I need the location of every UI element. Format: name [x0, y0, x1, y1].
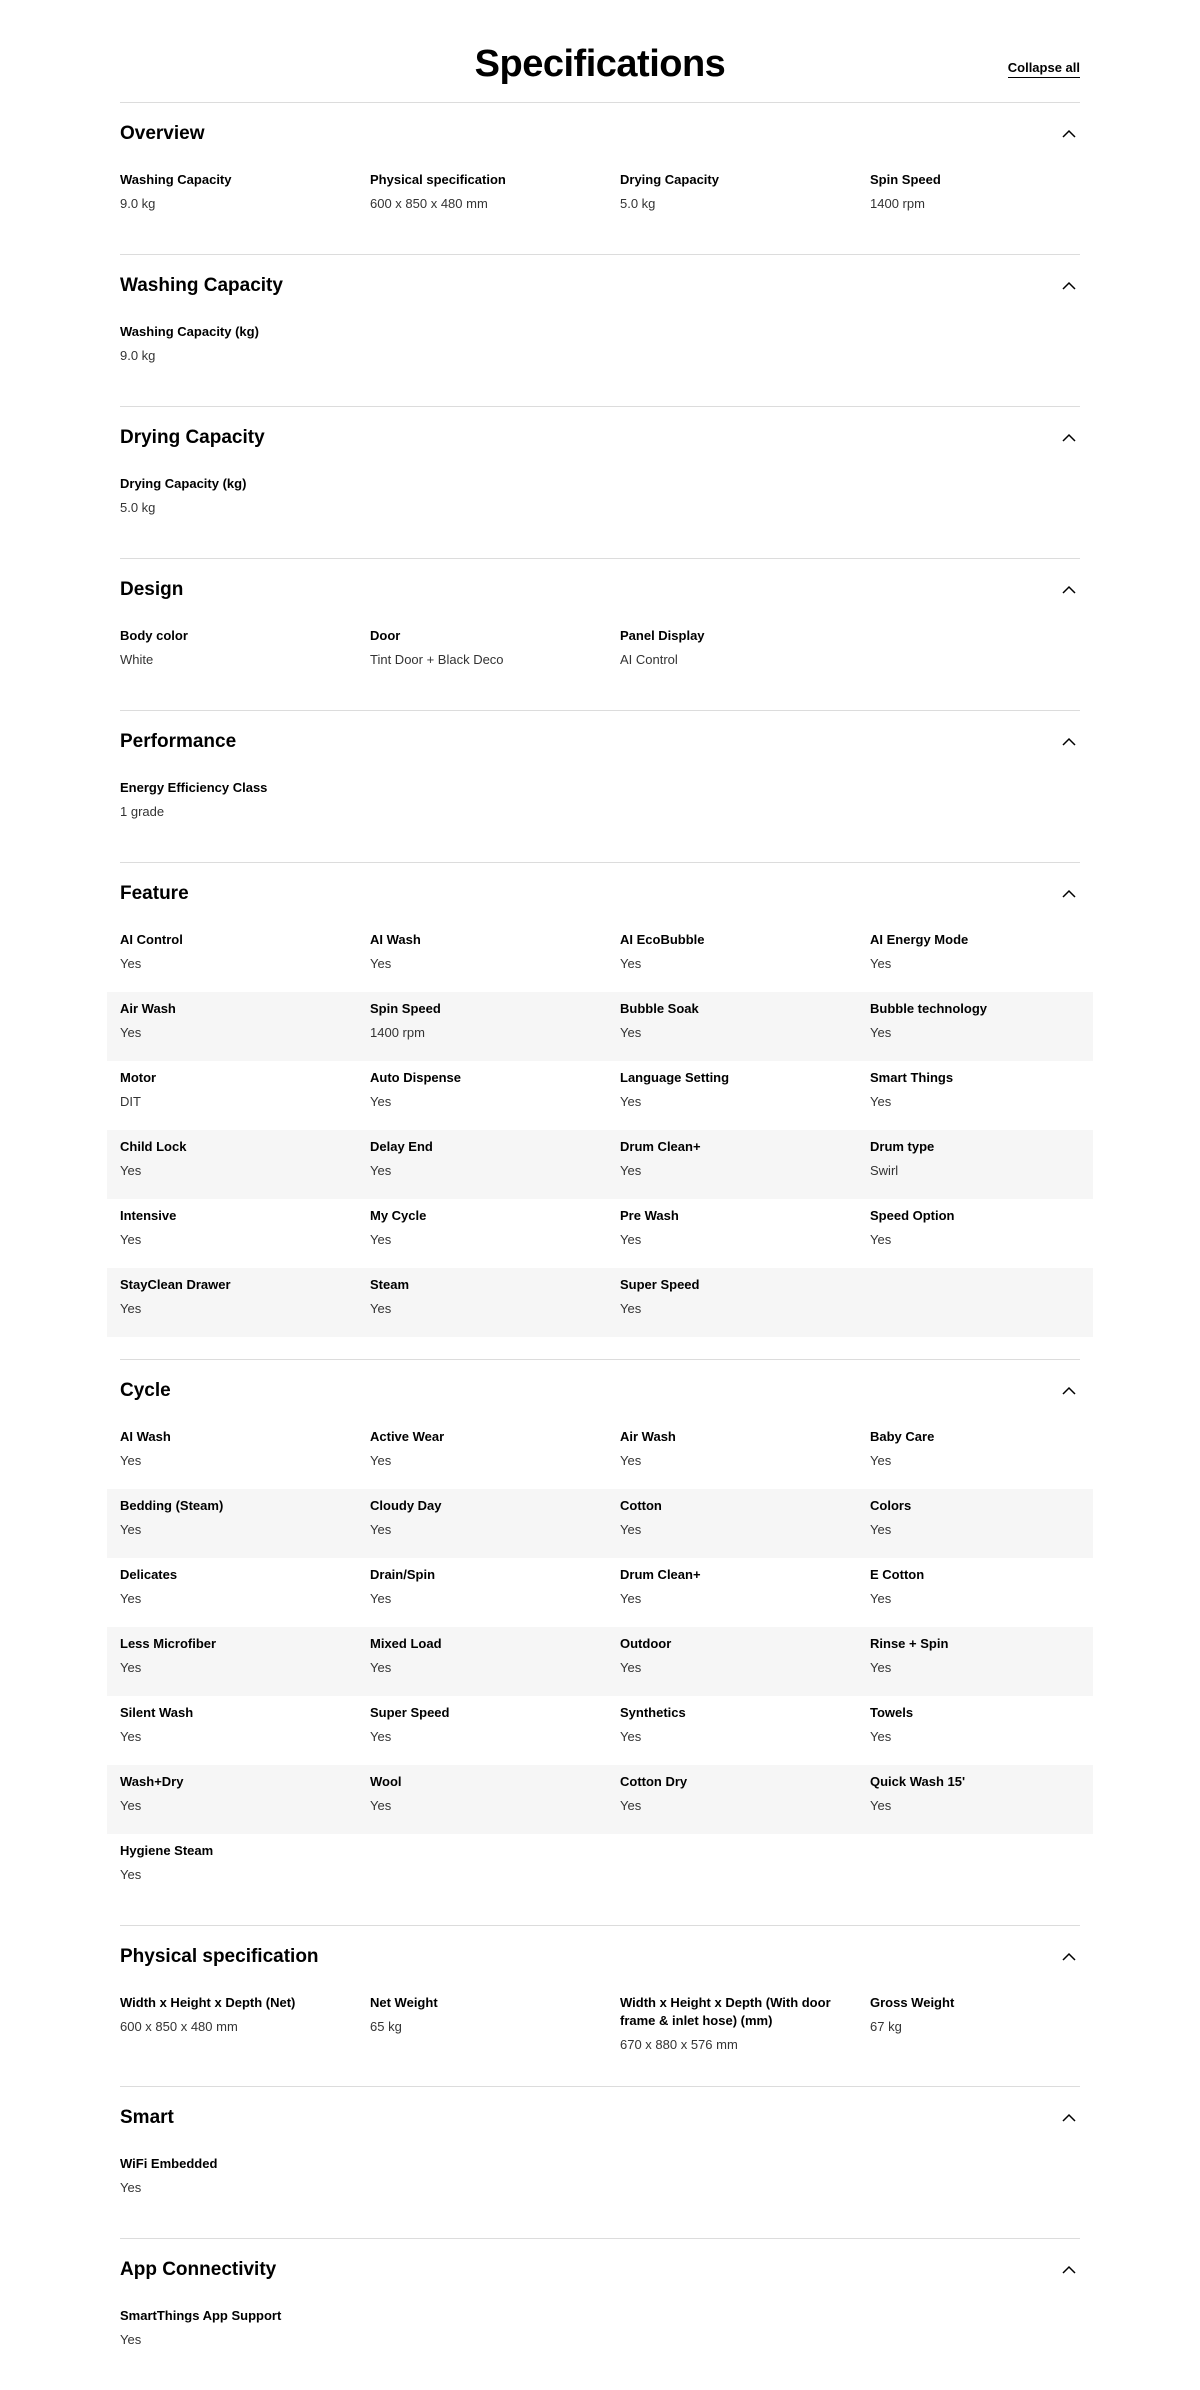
spec-item — [870, 1207, 1080, 1258]
spec-row — [107, 1268, 1093, 1337]
spec-row — [120, 1558, 1080, 1627]
spec-name: Steam — [370, 1277, 410, 1292]
spec-value: 1400 rpm — [870, 196, 925, 211]
spec-item — [120, 1207, 370, 1258]
spec-name: Child Lock — [120, 1139, 187, 1154]
spec-value: 600 x 850 x 480 mm — [120, 2019, 238, 2034]
spec-value: Yes — [620, 1798, 642, 1813]
spec-item — [120, 1138, 370, 1189]
spec-name: Drying Capacity — [620, 172, 719, 187]
spec-item — [120, 627, 370, 678]
spec-item — [870, 931, 1080, 982]
spec-item — [120, 1635, 370, 1686]
section-header[interactable] — [120, 711, 1080, 771]
spec-item — [870, 1566, 1080, 1617]
spec-name: Motor — [120, 1070, 157, 1085]
spec-name: AI Energy Mode — [870, 932, 969, 947]
spec-section — [120, 102, 1080, 254]
spec-sections — [120, 102, 1080, 2390]
spec-name: Outdoor — [620, 1636, 672, 1651]
spec-value: Yes — [120, 2332, 142, 2347]
spec-row — [120, 619, 1080, 688]
spec-name: Hygiene Steam — [120, 1843, 214, 1858]
spec-row — [120, 1696, 1080, 1765]
spec-name: Air Wash — [120, 1001, 176, 1016]
spec-value: Yes — [620, 1094, 642, 1109]
spec-item — [870, 1497, 1080, 1548]
spec-section — [120, 710, 1080, 862]
spec-name: Super Speed — [370, 1705, 450, 1720]
spec-item — [120, 1000, 370, 1051]
spec-name: Wool — [370, 1774, 402, 1789]
spec-section — [120, 558, 1080, 710]
spec-value: Yes — [870, 1094, 892, 1109]
spec-value: Yes — [370, 1798, 392, 1813]
spec-row — [120, 2299, 1080, 2368]
spec-item — [620, 1773, 870, 1824]
spec-row — [107, 1130, 1093, 1199]
spec-value: Yes — [120, 956, 142, 971]
spec-name: Width x Height x Depth (With door frame & inlet hose) (mm) — [620, 1995, 831, 2028]
spec-item — [620, 1428, 870, 1479]
spec-name: SmartThings App Support — [120, 2308, 282, 2323]
spec-name: Gross Weight — [870, 1995, 955, 2010]
spec-value: Yes — [120, 1301, 142, 1316]
spec-value: Yes — [370, 1729, 392, 1744]
section-title: Physical specification — [120, 1946, 319, 1967]
spec-name: Energy Efficiency Class — [120, 780, 268, 795]
spec-name: Language Setting — [620, 1070, 730, 1085]
spec-value: Yes — [120, 1232, 142, 1247]
spec-value: Yes — [120, 1729, 142, 1744]
spec-item — [120, 1497, 370, 1548]
spec-row — [120, 467, 1080, 536]
spec-value: Yes — [370, 1232, 392, 1247]
spec-name: Intensive — [120, 1208, 177, 1223]
section-title: Overview — [120, 123, 205, 144]
spec-item — [870, 1138, 1080, 1189]
spec-value: Swirl — [870, 1163, 899, 1178]
spec-name: Width x Height x Depth (Net) — [120, 1995, 296, 2010]
section-body — [120, 923, 1080, 1359]
spec-name: Cotton — [620, 1498, 662, 1513]
spec-row — [120, 771, 1080, 840]
section-body — [120, 1420, 1080, 1925]
section-header[interactable] — [120, 1360, 1080, 1420]
spec-value: Yes — [120, 1163, 142, 1178]
spec-item — [620, 1276, 870, 1327]
spec-name: Drain/Spin — [370, 1567, 436, 1582]
spec-item — [870, 1428, 1080, 1479]
spec-item — [620, 1207, 870, 1258]
spec-value: Yes — [870, 1660, 892, 1675]
spec-name: Cotton Dry — [620, 1774, 688, 1789]
spec-name: Smart Things — [870, 1070, 954, 1085]
spec-item — [370, 627, 620, 678]
spec-name: AI EcoBubble — [620, 932, 705, 947]
spec-item — [620, 1138, 870, 1189]
spec-item — [120, 1069, 370, 1120]
spec-item — [120, 931, 370, 982]
spec-value: Yes — [120, 1798, 142, 1813]
spec-row — [120, 1834, 1080, 1903]
spec-name: Panel Display — [620, 628, 705, 643]
spec-section — [120, 862, 1080, 1359]
spec-value: Yes — [370, 1660, 392, 1675]
section-title: Drying Capacity — [120, 427, 265, 448]
section-body — [120, 467, 1080, 558]
spec-value: 9.0 kg — [120, 348, 156, 363]
spec-name: Quick Wash 15' — [870, 1774, 966, 1789]
collapse-all-button[interactable]: Collapse all — [1008, 60, 1080, 78]
spec-value: Yes — [370, 1453, 392, 1468]
spec-item — [870, 1635, 1080, 1686]
chevron-up-icon[interactable] — [1058, 123, 1080, 145]
chevron-up-icon[interactable] — [1058, 427, 1080, 449]
spec-name: Drying Capacity (kg) — [120, 476, 247, 491]
spec-row — [120, 923, 1080, 992]
spec-value: Yes — [620, 1522, 642, 1537]
section-header[interactable] — [120, 2087, 1080, 2147]
spec-item — [370, 1497, 620, 1548]
chevron-up-icon[interactable] — [1058, 2107, 1080, 2129]
spec-name: Mixed Load — [370, 1636, 442, 1651]
spec-name: Washing Capacity (kg) — [120, 324, 259, 339]
spec-name: Body color — [120, 628, 188, 643]
spec-value: Yes — [870, 1798, 892, 1813]
spec-value: Yes — [120, 2180, 142, 2195]
section-title: Cycle — [120, 1380, 171, 1401]
spec-name: Spin Speed — [870, 172, 941, 187]
spec-section — [120, 406, 1080, 558]
spec-item — [870, 1994, 1080, 2054]
spec-item — [370, 1428, 620, 1479]
spec-value: Yes — [870, 956, 892, 971]
section-header[interactable] — [120, 559, 1080, 619]
section-header[interactable] — [120, 407, 1080, 467]
section-body — [120, 163, 1080, 254]
spec-value: Yes — [870, 1522, 892, 1537]
spec-name: Net Weight — [370, 1995, 438, 2010]
spec-item — [120, 475, 370, 526]
spec-value: Yes — [620, 1232, 642, 1247]
spec-name: Speed Option — [870, 1208, 955, 1223]
spec-name: WiFi Embedded — [120, 2156, 218, 2171]
section-title: Washing Capacity — [120, 275, 283, 296]
spec-value: Yes — [120, 1522, 142, 1537]
spec-item — [120, 171, 370, 222]
spec-item — [370, 931, 620, 982]
spec-row — [120, 163, 1080, 232]
spec-name: Less Microfiber — [120, 1636, 217, 1651]
section-header[interactable] — [120, 863, 1080, 923]
section-body — [120, 771, 1080, 862]
section-title: Performance — [120, 731, 237, 752]
spec-item — [120, 2155, 370, 2206]
spec-value: Yes — [620, 1163, 642, 1178]
spec-item — [870, 1773, 1080, 1824]
chevron-up-icon[interactable] — [1058, 731, 1080, 753]
spec-name: Bedding (Steam) — [120, 1498, 224, 1513]
section-body — [120, 619, 1080, 710]
spec-item — [370, 1207, 620, 1258]
section-header[interactable] — [120, 255, 1080, 315]
spec-row — [107, 992, 1093, 1061]
spec-row — [107, 1627, 1093, 1696]
spec-name: Super Speed — [620, 1277, 700, 1292]
spec-row — [120, 1420, 1080, 1489]
spec-name: Drum Clean+ — [620, 1567, 701, 1582]
section-title: Feature — [120, 883, 189, 904]
spec-value: Yes — [370, 1522, 392, 1537]
chevron-up-icon[interactable] — [1058, 2259, 1080, 2281]
spec-value: Yes — [370, 956, 392, 971]
spec-row — [107, 1765, 1093, 1834]
section-header[interactable] — [120, 103, 1080, 163]
spec-name: Rinse + Spin — [870, 1636, 949, 1651]
spec-item — [120, 1773, 370, 1824]
spec-item — [120, 1842, 370, 1893]
section-body — [120, 2147, 1080, 2238]
spec-value: 670 x 880 x 576 mm — [620, 2037, 738, 2052]
spec-item — [120, 2307, 370, 2358]
spec-name: Towels — [870, 1705, 914, 1720]
spec-name: Delay End — [370, 1139, 433, 1154]
spec-item — [120, 1994, 370, 2054]
spec-item — [370, 1994, 620, 2054]
spec-value: DIT — [120, 1094, 141, 1109]
spec-value: Tint Door + Black Deco — [370, 652, 504, 667]
spec-name: My Cycle — [370, 1208, 427, 1223]
spec-item — [870, 1069, 1080, 1120]
specifications-page — [120, 0, 1080, 2390]
spec-section — [120, 1925, 1080, 2086]
spec-item — [370, 171, 620, 222]
spec-item — [370, 1704, 620, 1755]
spec-item — [370, 1276, 620, 1327]
spec-name: Colors — [870, 1498, 912, 1513]
spec-name: Cloudy Day — [370, 1498, 442, 1513]
spec-value: Yes — [120, 1867, 142, 1882]
spec-value: Yes — [620, 1301, 642, 1316]
spec-value: Yes — [120, 1591, 142, 1606]
spec-name: Baby Care — [870, 1429, 935, 1444]
spec-item — [370, 1566, 620, 1617]
spec-name: E Cotton — [870, 1567, 925, 1582]
spec-item — [370, 1635, 620, 1686]
spec-item — [620, 1566, 870, 1617]
chevron-up-icon[interactable] — [1058, 275, 1080, 297]
spec-item — [620, 931, 870, 982]
spec-value: 1 grade — [120, 804, 165, 819]
spec-name: Silent Wash — [120, 1705, 194, 1720]
spec-section — [120, 1359, 1080, 1925]
spec-item — [870, 1000, 1080, 1051]
spec-section — [120, 254, 1080, 406]
spec-row — [120, 1199, 1080, 1268]
spec-item — [370, 1000, 620, 1051]
page-header — [120, 44, 1080, 102]
spec-value: Yes — [620, 956, 642, 971]
spec-value: Yes — [620, 1025, 642, 1040]
spec-name: Auto Dispense — [370, 1070, 462, 1085]
spec-row — [120, 1986, 1080, 2064]
spec-name: Synthetics — [620, 1705, 686, 1720]
spec-item — [620, 1704, 870, 1755]
spec-name: Bubble technology — [870, 1001, 987, 1016]
spec-row — [120, 2147, 1080, 2216]
spec-value: Yes — [370, 1301, 392, 1316]
spec-value: Yes — [620, 1591, 642, 1606]
spec-value: White — [120, 652, 154, 667]
spec-item — [620, 1635, 870, 1686]
spec-item — [370, 1138, 620, 1189]
chevron-up-icon[interactable] — [1058, 883, 1080, 905]
spec-value: 600 x 850 x 480 mm — [370, 196, 488, 211]
section-title: Design — [120, 579, 184, 600]
chevron-up-icon[interactable] — [1058, 579, 1080, 601]
spec-name: Physical specification — [370, 172, 506, 187]
spec-value: Yes — [120, 1025, 142, 1040]
spec-item — [620, 171, 870, 222]
spec-value: 9.0 kg — [120, 196, 156, 211]
spec-name: Bubble Soak — [620, 1001, 699, 1016]
spec-name: Spin Speed — [370, 1001, 441, 1016]
spec-value: Yes — [120, 1453, 142, 1468]
spec-item — [120, 1566, 370, 1617]
spec-item — [620, 1000, 870, 1051]
spec-value: 67 kg — [870, 2019, 902, 2034]
spec-value: Yes — [870, 1025, 892, 1040]
spec-row — [120, 315, 1080, 384]
spec-value: Yes — [620, 1660, 642, 1675]
section-title: App Connectivity — [120, 2259, 277, 2280]
spec-section — [120, 2086, 1080, 2238]
spec-name: Delicates — [120, 1567, 178, 1582]
section-header[interactable] — [120, 2239, 1080, 2299]
spec-item — [370, 1069, 620, 1120]
spec-value: Yes — [120, 1660, 142, 1675]
spec-value: Yes — [870, 1729, 892, 1744]
section-title: Smart — [120, 2107, 174, 2128]
page-title: Specifications — [474, 43, 726, 85]
spec-item — [120, 779, 370, 830]
spec-value: AI Control — [620, 652, 678, 667]
spec-name: Door — [370, 628, 401, 643]
spec-item — [120, 1428, 370, 1479]
spec-item — [120, 1276, 370, 1327]
spec-value: Yes — [370, 1094, 392, 1109]
spec-value: Yes — [620, 1453, 642, 1468]
spec-name: AI Wash — [120, 1429, 171, 1444]
spec-value: Yes — [370, 1591, 392, 1606]
spec-name: Drum type — [870, 1139, 935, 1154]
spec-item — [120, 1704, 370, 1755]
spec-value: 5.0 kg — [620, 196, 656, 211]
chevron-up-icon[interactable] — [1058, 1380, 1080, 1402]
spec-row — [120, 1061, 1080, 1130]
spec-item — [620, 627, 870, 678]
section-header[interactable] — [120, 1926, 1080, 1986]
spec-value: 65 kg — [370, 2019, 402, 2034]
spec-name: Pre Wash — [620, 1208, 679, 1223]
chevron-up-icon[interactable] — [1058, 1946, 1080, 1968]
spec-name: Air Wash — [620, 1429, 676, 1444]
section-body — [120, 1986, 1080, 2086]
spec-name: Drum Clean+ — [620, 1139, 701, 1154]
spec-item — [620, 1994, 870, 2054]
spec-value: Yes — [620, 1729, 642, 1744]
spec-name: Wash+Dry — [120, 1774, 184, 1789]
spec-name: Active Wear — [370, 1429, 445, 1444]
spec-name: AI Wash — [370, 932, 421, 947]
spec-name: Washing Capacity — [120, 172, 232, 187]
spec-value: Yes — [870, 1591, 892, 1606]
spec-item — [120, 323, 370, 374]
spec-item — [370, 1773, 620, 1824]
spec-row — [107, 1489, 1093, 1558]
spec-item — [620, 1497, 870, 1548]
spec-section — [120, 2238, 1080, 2390]
section-body — [120, 315, 1080, 406]
spec-value: Yes — [870, 1453, 892, 1468]
spec-value: Yes — [370, 1163, 392, 1178]
spec-item — [870, 171, 1080, 222]
spec-name: StayClean Drawer — [120, 1277, 231, 1292]
spec-item — [870, 1704, 1080, 1755]
spec-name: AI Control — [120, 932, 183, 947]
spec-value: Yes — [870, 1232, 892, 1247]
spec-item — [620, 1069, 870, 1120]
spec-value: 5.0 kg — [120, 500, 156, 515]
spec-value: 1400 rpm — [370, 1025, 425, 1040]
